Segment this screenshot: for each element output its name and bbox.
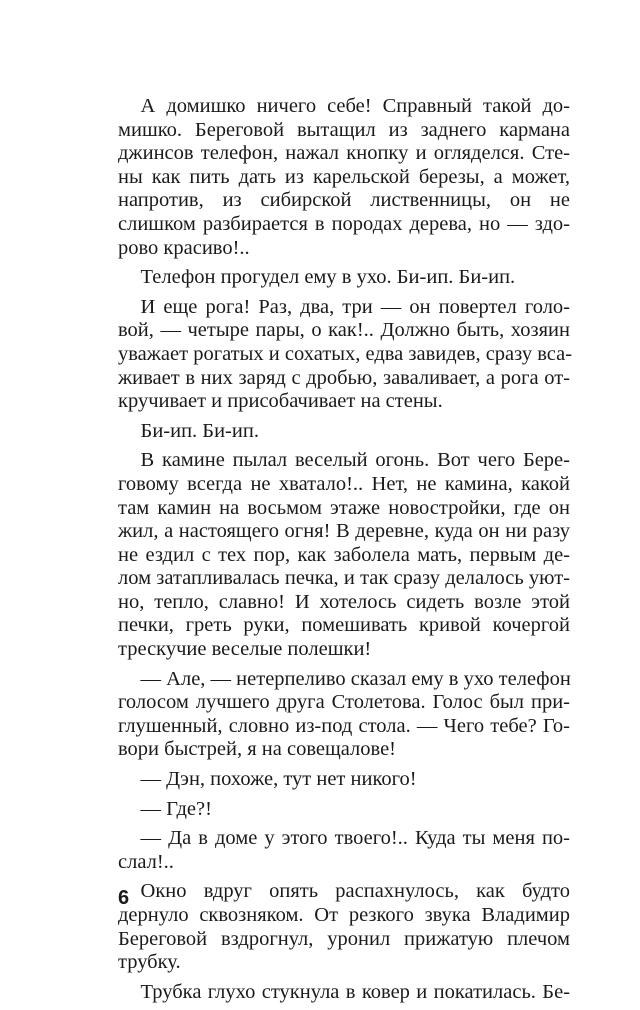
text-line: трубку. <box>118 951 181 974</box>
text-line: дернуло сквозняком. От резкого звука Владимир <box>118 904 570 926</box>
paragraph <box>118 668 570 762</box>
page-number: 6 <box>118 887 130 909</box>
text-line: кручивает и присобачивает на стены. <box>118 390 443 413</box>
text-line: жил, а настоящего огня! В деревне, куда он ни разу <box>118 520 570 543</box>
text-line: И еще рога! Раз, два, три — он повертел голо- <box>140 295 570 318</box>
text-line: напротив, из сибирской лиственницы, он не <box>118 189 570 212</box>
text-line: рово красиво!.. <box>118 236 250 259</box>
text-line: вой, — четыре пары, о как!.. Должно быть, хозяин <box>118 319 570 342</box>
text-line: слишком разбирается в породах дерева, но — здо- <box>118 212 570 235</box>
text-line: джинсов телефон, нажал кнопку и огляделся. Сте- <box>118 142 570 165</box>
text-line: трескучие веселые полешки! <box>118 638 372 661</box>
text-line: — Да в доме у этого твоего!.. Куда ты меня по- <box>140 827 570 850</box>
text-line: лом затапливалась печка, и так сразу делалось уют- <box>118 567 570 590</box>
paragraph <box>118 880 570 974</box>
text-line: глушенный, словно из-под стола. — Чего тебе? Го- <box>118 714 570 737</box>
text-line: — Дэн, похоже, тут нет никого! <box>140 768 417 791</box>
text-line: Береговой вздрогнул, уронил прижатую плечом <box>118 927 570 950</box>
text-line: Трубка глухо стукнула в ковер и покатилась. Бе- <box>140 980 570 1003</box>
text-line: вори быстрей, я на совещалове! <box>118 738 397 761</box>
text-line: печки, греть руки, помешивать кривой кочергой <box>118 614 570 637</box>
text-line: А домишко ничего себе! Справный такой до- <box>140 95 570 117</box>
text-line: Окно вдруг опять распахнулось, как будто <box>140 880 570 903</box>
paragraph <box>118 266 570 290</box>
text-line: не ездил с тех пор, как заболела мать, первым де- <box>118 543 570 566</box>
text-line: живает в них заряд с дробью, заваливает, а рога от- <box>118 366 570 389</box>
text-line: — Где?! <box>140 797 212 820</box>
page-text <box>118 95 573 1010</box>
paragraph <box>118 449 570 661</box>
text-line: мишко. Береговой вытащил из заднего кармана <box>118 118 570 141</box>
paragraph <box>118 420 570 444</box>
text-line: Би-ип. Би-ип. <box>140 419 259 442</box>
paragraph <box>118 768 570 792</box>
text-line: но, тепло, славно! И хотелось сидеть возле этой <box>118 590 570 613</box>
paragraph <box>118 981 570 1005</box>
paragraph <box>118 798 570 822</box>
text-line: там камин на восьмом этаже новостройки, где он <box>118 496 570 519</box>
text-line: ны как пить дать из карельской березы, а может, <box>118 165 570 188</box>
paragraph <box>118 827 570 874</box>
text-line: голосом лучшего друга Столетова. Голос был при- <box>118 691 570 714</box>
paragraph <box>118 295 573 414</box>
text-line: говому всегда не хватало!.. Нет, не камина, какой <box>118 472 570 495</box>
text-line: В камине пылал веселый огонь. Вот чего Бере- <box>140 449 570 472</box>
text-line: уважает рогатых и сохатых, едва завидев, сразу вса- <box>118 342 573 365</box>
text-line: Телефон прогудел ему в ухо. Би-ип. Би-ип. <box>140 266 516 289</box>
paragraph <box>118 95 570 260</box>
text-line: слал!.. <box>118 850 174 873</box>
text-line: — Але, — нетерпеливо сказал ему в ухо телефон <box>140 667 571 690</box>
